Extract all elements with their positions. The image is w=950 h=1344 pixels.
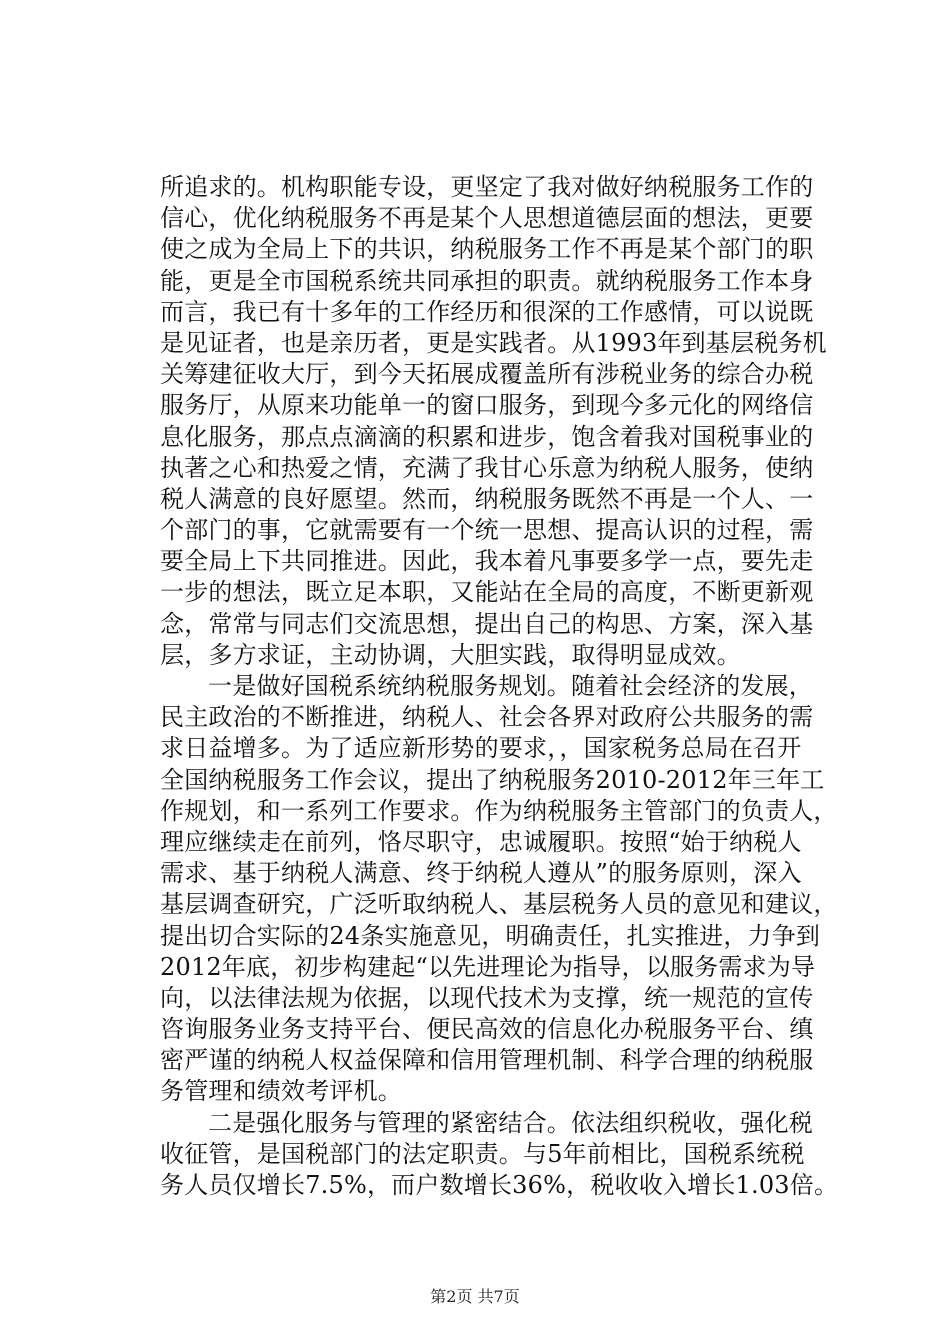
text-line: 息化服务，那点点滴滴的积累和进步，饱含着我对国税事业的 — [160, 422, 814, 451]
text-line: 念，常常与同志们交流思想，提出自己的构思、方案，深入基 — [160, 609, 814, 638]
text-line: 务管理和绩效考评机。 — [160, 1077, 402, 1106]
text-line: 税人满意的良好愿望。然而，纳税服务既然不再是一个人、一 — [160, 484, 814, 513]
text-line: 层，多方求证，主动协调，大胆实践，取得明显成效。 — [160, 640, 741, 669]
text-line: 提出切合实际的24条实施意见，明确责任，扎实推进，力争到 — [160, 921, 821, 950]
text-line: 密严谨的纳税人权益保障和信用管理机制、科学合理的纳税服 — [160, 1046, 814, 1075]
text-line: 服务厅，从原来功能单一的窗口服务，到现今多元化的网络信 — [160, 391, 814, 420]
text-line: 咨询服务业务支持平台、便民高效的信息化办税服务平台、缜 — [160, 1015, 814, 1044]
text-line: 个部门的事，它就需要有一个统一思想、提高认识的过程，需 — [160, 516, 814, 545]
text-line: 务人员仅增长7.5%，而户数增长36%，税收收入增长1.03倍。 — [160, 1171, 839, 1199]
text-line: 信心，优化纳税服务不再是某个人思想道德层面的想法，更要 — [160, 204, 814, 233]
text-line: 理应继续走在前列，恪尽职守，忠诚履职。按照“始于纳税人 — [160, 827, 802, 856]
paragraph-start-line: 二是强化服务与管理的紧密结合。依法组织税收，强化税 — [208, 1108, 813, 1137]
text-line: 一步的想法，既立足本职，又能站在全局的高度，不断更新观 — [160, 578, 814, 607]
page-number-footer: 第2页 共7页 — [430, 1287, 520, 1306]
text-line: 是见证者，也是亲历者，更是实践者。从1993年到基层税务机 — [160, 328, 827, 357]
text-line: 要全局上下共同推进。因此，我本着凡事要多学一点，要先走 — [160, 547, 814, 576]
text-line: 收征管，是国税部门的法定职责。与5年前相比，国税系统税 — [160, 1139, 805, 1168]
text-line: 基层调查研究，广泛听取纳税人、基层税务人员的意见和建议， — [160, 890, 838, 919]
body-text — [160, 172, 839, 1201]
text-line: 民主政治的不断推进，纳税人、社会各界对政府公共服务的需 — [160, 703, 814, 732]
text-line: 向，以法律法规为依据，以现代技术为支撑，统一规范的宣传 — [160, 983, 814, 1012]
text-line: 作规划，和一系列工作要求。作为纳税服务主管部门的负责人， — [160, 796, 838, 825]
text-line: 使之成为全局上下的共识，纳税服务工作不再是某个部门的职 — [160, 235, 814, 264]
text-line: 求日益增多。为了适应新形势的要求，，国家税务总局在召开 — [160, 734, 802, 763]
text-line: 能，更是全市国税系统共同承担的职责。就纳税服务工作本身 — [160, 266, 814, 295]
paragraph-start-line: 一是做好国税系统纳税服务规划。随着社会经济的发展， — [208, 672, 813, 700]
text-line: 所追求的。机构职能专设，更坚定了我对做好纳税服务工作的 — [160, 173, 814, 201]
text-line: 执著之心和热爱之情，充满了我甘心乐意为纳税人服务，使纳 — [160, 453, 814, 482]
text-line: 需求、基于纳税人满意、终于纳税人遵从”的服务原则，深入 — [160, 859, 802, 888]
text-line: 全国纳税服务工作会议，提出了纳税服务2010-2012年三年工 — [160, 765, 825, 794]
text-line: 2012年底，初步构建起“以先进理论为指导，以服务需求为导 — [160, 952, 816, 981]
text-line: 关筹建征收大厅，到今天拓展成覆盖所有涉税业务的综合办税 — [160, 360, 814, 389]
text-line: 而言，我已有十多年的工作经历和很深的工作感情，可以说既 — [160, 297, 814, 326]
